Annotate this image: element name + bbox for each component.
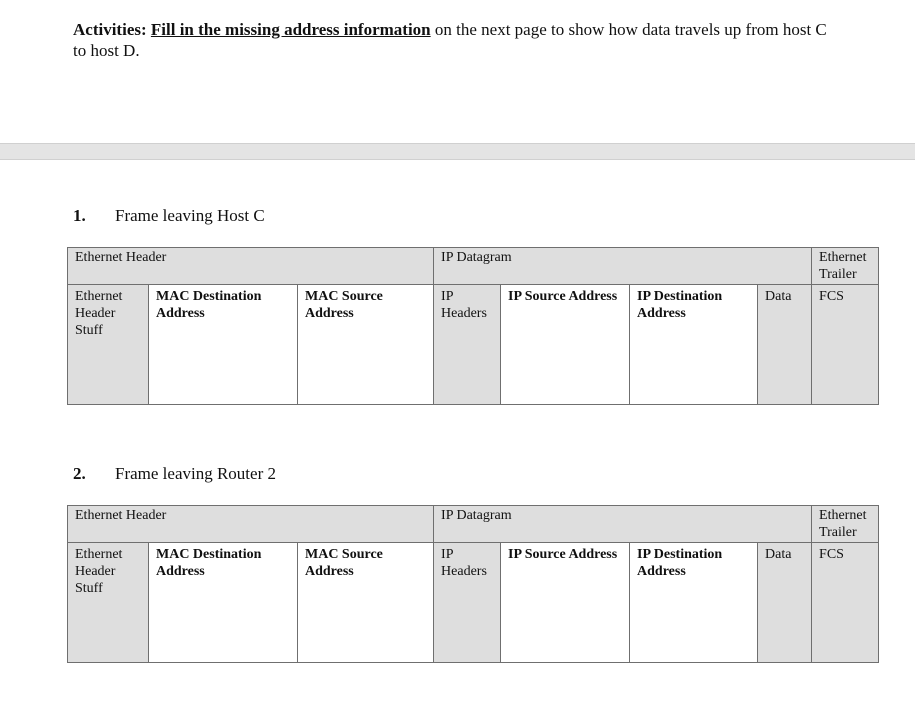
ethernet-header-cell: Ethernet Header: [68, 506, 434, 543]
activities-emphasis: Fill in the missing address information: [150, 20, 431, 39]
ip-headers-cell: IP Headers: [434, 285, 501, 405]
ethernet-header-stuff-cell: Ethernet Header Stuff: [68, 543, 149, 663]
frame-2-table: [67, 505, 879, 663]
activities-label: Activities:: [73, 20, 147, 39]
activities-text: on the next page to show how data travels up from host C to host D.: [73, 20, 827, 60]
ethernet-trailer-cell: Ethernet Trailer: [812, 506, 879, 543]
frame-1-title: Frame leaving Host C: [115, 206, 265, 225]
frame-1-number: 1.: [73, 206, 86, 225]
ethernet-header-cell: Ethernet Header: [68, 248, 434, 285]
mac-destination-cell[interactable]: MAC Destination Address: [149, 543, 298, 663]
frame-1-heading: [73, 206, 265, 226]
ethernet-trailer-cell: Ethernet Trailer: [812, 248, 879, 285]
mac-source-cell[interactable]: MAC Source Address: [298, 543, 434, 663]
frame-2-title: Frame leaving Router 2: [115, 464, 276, 483]
ip-datagram-cell: IP Datagram: [434, 248, 812, 285]
ip-destination-cell[interactable]: IP Destination Address: [630, 543, 758, 663]
mac-source-cell[interactable]: MAC Source Address: [298, 285, 434, 405]
ip-source-cell[interactable]: IP Source Address: [501, 543, 630, 663]
fcs-cell: FCS: [812, 543, 879, 663]
ip-headers-cell: IP Headers: [434, 543, 501, 663]
frame-2-heading: [73, 464, 276, 484]
frame-1-table: [67, 247, 879, 405]
ip-destination-cell[interactable]: IP Destination Address: [630, 285, 758, 405]
frame-2-number: 2.: [73, 464, 86, 483]
data-cell: Data: [758, 543, 812, 663]
fcs-cell: FCS: [812, 285, 879, 405]
page-break: [0, 143, 915, 160]
ip-datagram-cell: IP Datagram: [434, 506, 812, 543]
ip-source-cell[interactable]: IP Source Address: [501, 285, 630, 405]
data-cell: Data: [758, 285, 812, 405]
mac-destination-cell[interactable]: MAC Destination Address: [149, 285, 298, 405]
activities-instructions: [73, 19, 833, 61]
ethernet-header-stuff-cell: Ethernet Header Stuff: [68, 285, 149, 405]
